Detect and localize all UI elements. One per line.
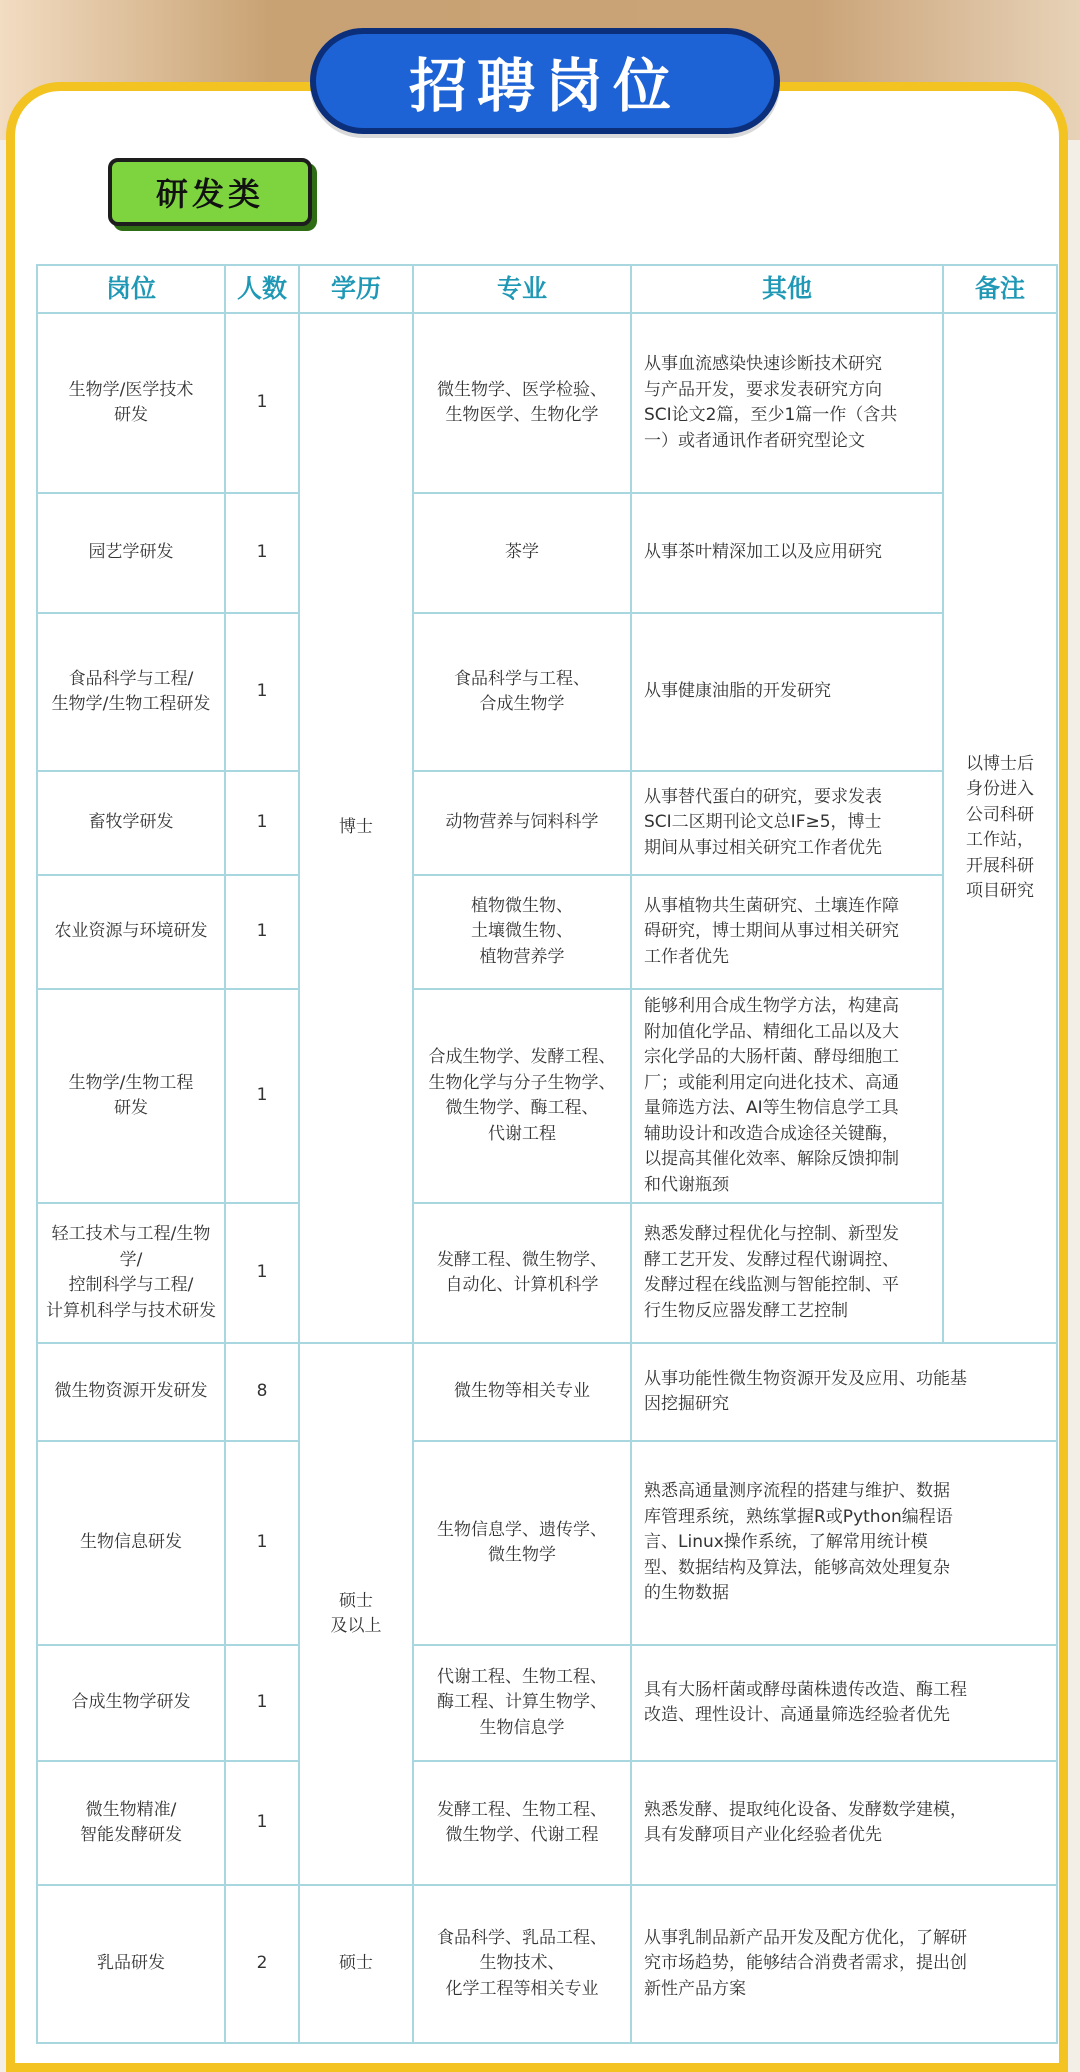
row-other: 从事茶叶精深加工以及应用研究 xyxy=(631,493,943,613)
row-major: 代谢工程、生物工程、 酶工程、计算生物学、 生物信息学 xyxy=(413,1645,631,1761)
row-other: 具有大肠杆菌或酵母菌株遗传改造、酶工程 改造、理性设计、高通量筛选经验者优先 xyxy=(631,1645,1057,1761)
table-header-row xyxy=(37,265,1057,313)
row-count: 1 xyxy=(225,1761,299,1885)
row-position: 微生物精准/ 智能发酵研发 xyxy=(37,1761,225,1885)
row-position: 生物学/生物工程 研发 xyxy=(37,989,225,1203)
table-row xyxy=(37,1343,1057,1441)
header-education: 学历 xyxy=(299,265,413,313)
row-position: 乳品研发 xyxy=(37,1885,225,2043)
header-note: 备注 xyxy=(943,265,1057,313)
table-row xyxy=(37,1761,1057,1885)
table-row xyxy=(37,613,1057,771)
row-other: 从事替代蛋白的研究，要求发表 SCI二区期刊论文总IF≥5，博士 期间从事过相关研究工作者优先 xyxy=(631,771,943,875)
row-major: 食品科学与工程、 合成生物学 xyxy=(413,613,631,771)
row-major: 微生物学、医学检验、 生物医学、生物化学 xyxy=(413,313,631,493)
header-other: 其他 xyxy=(631,265,943,313)
row-count: 8 xyxy=(225,1343,299,1441)
table-row xyxy=(37,1441,1057,1645)
table-row xyxy=(37,989,1057,1203)
row-position: 畜牧学研发 xyxy=(37,771,225,875)
row-other: 熟悉发酵、提取纯化设备、发酵数学建模， 具有发酵项目产业化经验者优先 xyxy=(631,1761,1057,1885)
page-title: 招聘岗位 xyxy=(310,28,780,134)
row-count: 1 xyxy=(225,875,299,989)
header-major: 专业 xyxy=(413,265,631,313)
note-postdoc: 以博士后 身份进入 公司科研 工作站， 开展科研 项目研究 xyxy=(943,313,1057,1343)
row-count: 1 xyxy=(225,613,299,771)
row-major: 合成生物学、发酵工程、 生物化学与分子生物学、 微生物学、酶工程、 代谢工程 xyxy=(413,989,631,1203)
row-other: 从事血流感染快速诊断技术研究 与产品开发，要求发表研究方向 SCI论文2篇，至少1篇一作（含共 一）或者通讯作者研究型论文 xyxy=(631,313,943,493)
row-major: 发酵工程、微生物学、 自动化、计算机科学 xyxy=(413,1203,631,1343)
row-count: 1 xyxy=(225,989,299,1203)
row-other: 从事功能性微生物资源开发及应用、功能基 因挖掘研究 xyxy=(631,1343,1057,1441)
row-other: 熟悉发酵过程优化与控制、新型发 酵工艺开发、发酵过程代谢调控、 发酵过程在线监测与智能控制、平 行生物反应器发酵工艺控制 xyxy=(631,1203,943,1343)
row-position: 微生物资源开发研发 xyxy=(37,1343,225,1441)
category-badge: 研发类 xyxy=(108,158,312,226)
row-major: 食品科学、乳品工程、 生物技术、 化学工程等相关专业 xyxy=(413,1885,631,2043)
row-position: 食品科学与工程/ 生物学/生物工程研发 xyxy=(37,613,225,771)
header-position: 岗位 xyxy=(37,265,225,313)
row-other: 从事健康油脂的开发研究 xyxy=(631,613,943,771)
table-row xyxy=(37,313,1057,493)
row-count: 1 xyxy=(225,1203,299,1343)
row-count: 1 xyxy=(225,313,299,493)
education-phd: 博士 xyxy=(299,313,413,1343)
table-row xyxy=(37,1203,1057,1343)
education-master-plus: 硕士 及以上 xyxy=(299,1343,413,1885)
table-row xyxy=(37,1885,1057,2043)
row-count: 1 xyxy=(225,771,299,875)
row-count: 1 xyxy=(225,1441,299,1645)
row-position: 生物信息研发 xyxy=(37,1441,225,1645)
row-major: 茶学 xyxy=(413,493,631,613)
row-count: 1 xyxy=(225,1645,299,1761)
row-other: 熟悉高通量测序流程的搭建与维护、数据 库管理系统，熟练掌握R或Python编程语 言、Linux操作系统，了解常用统计模 型、数据结构及算法，能够高效处理复杂 的生物数据 xyxy=(631,1441,1057,1645)
row-position: 生物学/医学技术 研发 xyxy=(37,313,225,493)
table-row xyxy=(37,1645,1057,1761)
table-row xyxy=(37,493,1057,613)
row-major: 微生物等相关专业 xyxy=(413,1343,631,1441)
jobs-table xyxy=(36,264,1058,2044)
row-position: 合成生物学研发 xyxy=(37,1645,225,1761)
row-other: 能够利用合成生物学方法，构建高 附加值化学品、精细化工品以及大 宗化学品的大肠杆菌、酵母细胞工 厂；或能利用定向进化技术、高通 量筛选方法、AI等生物信息学工具 辅助设计和改造合成途径关键酶， 以提高其催化效率、解除反馈抑制 和代谢瓶颈 xyxy=(631,989,943,1203)
row-count: 2 xyxy=(225,1885,299,2043)
row-position: 轻工技术与工程/生物学/ 控制科学与工程/ 计算机科学与技术研发 xyxy=(37,1203,225,1343)
row-major: 动物营养与饲料科学 xyxy=(413,771,631,875)
row-major: 生物信息学、遗传学、 微生物学 xyxy=(413,1441,631,1645)
row-other: 从事乳制品新产品开发及配方优化，了解研 究市场趋势，能够结合消费者需求，提出创 新性产品方案 xyxy=(631,1885,1057,2043)
row-major: 植物微生物、 土壤微生物、 植物营养学 xyxy=(413,875,631,989)
table-row xyxy=(37,875,1057,989)
row-count: 1 xyxy=(225,493,299,613)
row-position: 农业资源与环境研发 xyxy=(37,875,225,989)
row-position: 园艺学研发 xyxy=(37,493,225,613)
row-major: 发酵工程、生物工程、 微生物学、代谢工程 xyxy=(413,1761,631,1885)
table-row xyxy=(37,771,1057,875)
education-master: 硕士 xyxy=(299,1885,413,2043)
header-count: 人数 xyxy=(225,265,299,313)
row-other: 从事植物共生菌研究、土壤连作障 碍研究，博士期间从事过相关研究 工作者优先 xyxy=(631,875,943,989)
